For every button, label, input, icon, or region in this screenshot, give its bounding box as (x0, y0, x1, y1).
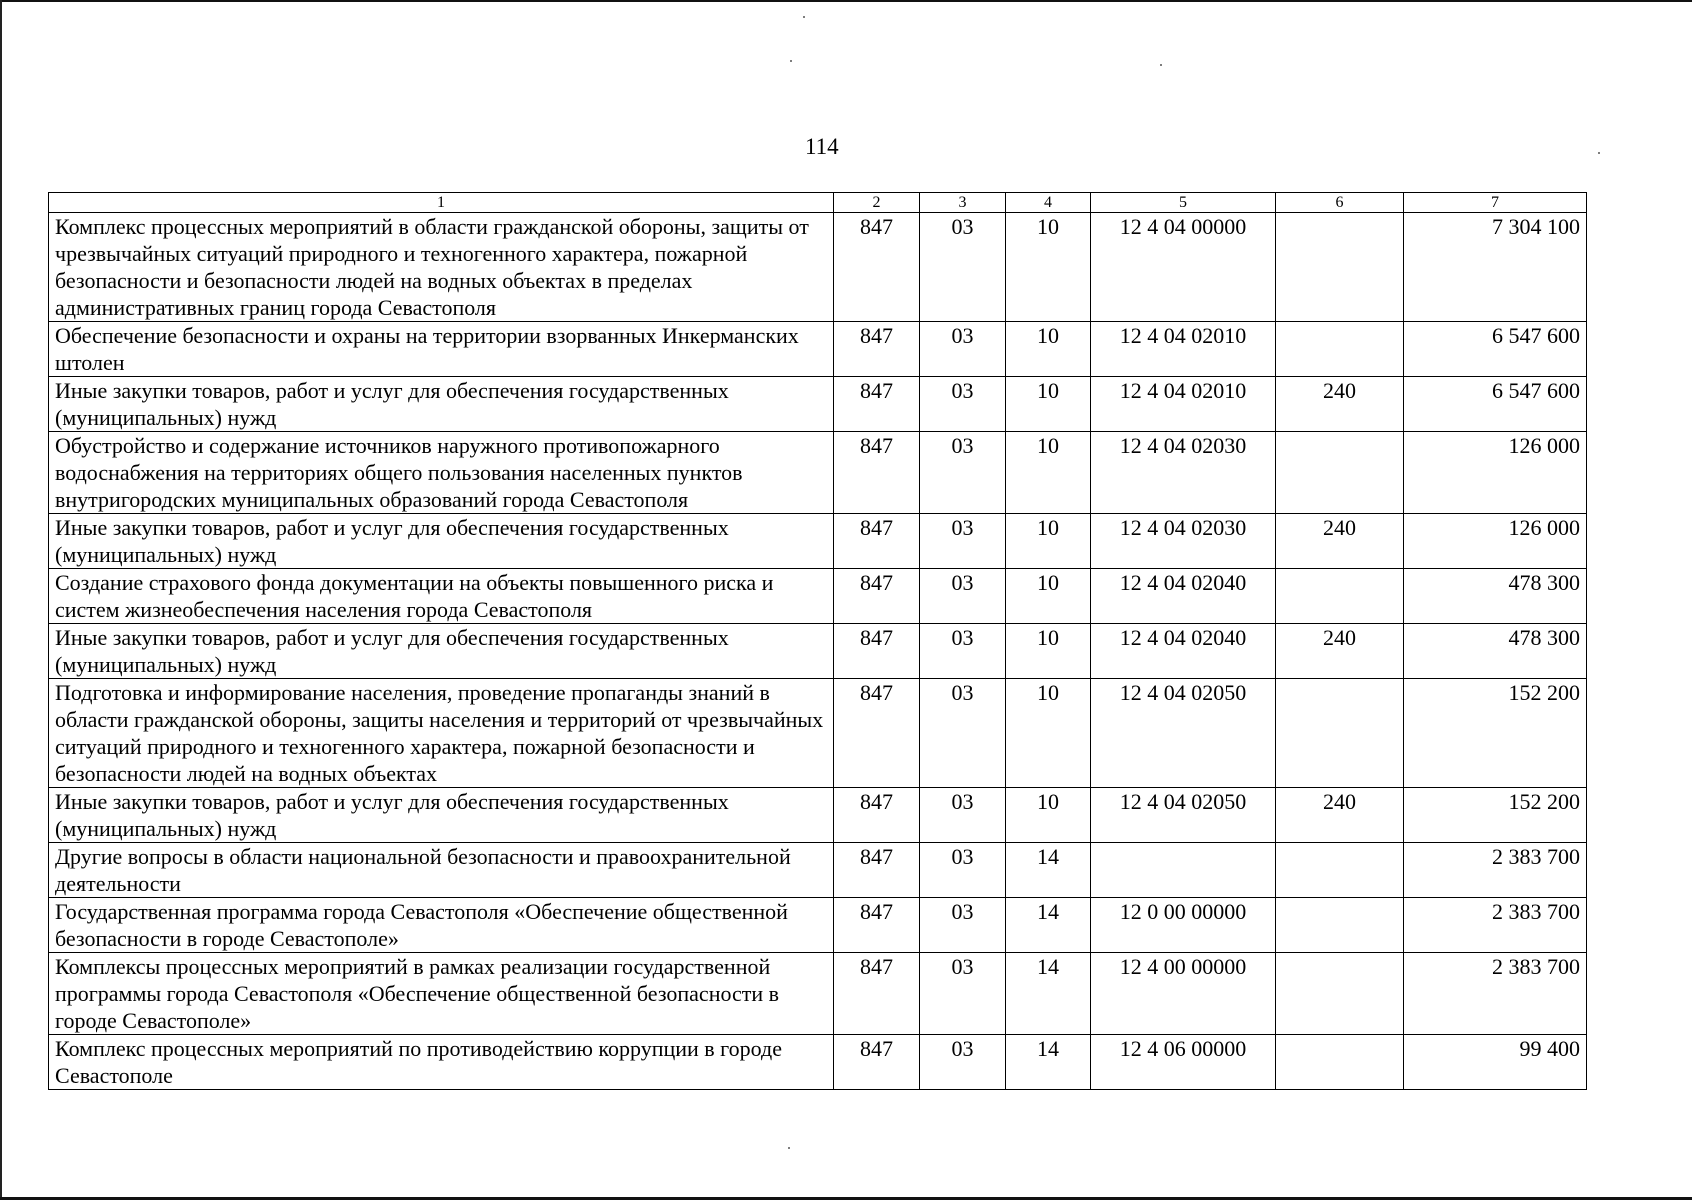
expense-type-code: 240 (1276, 624, 1404, 679)
expense-type-code (1276, 569, 1404, 624)
target-article-code: 12 4 04 02040 (1091, 569, 1276, 624)
item-name: Иные закупки товаров, работ и услуг для обеспечения государственных (муниципальных) нужд (49, 624, 834, 679)
amount: 126 000 (1404, 514, 1587, 569)
subsection-code: 10 (1006, 322, 1091, 377)
expense-type-code (1276, 322, 1404, 377)
scan-speck (788, 1147, 790, 1149)
item-name: Создание страхового фонда документации на объекты повышенного риска и систем жизнеобеспечения населения города Севастополя (49, 569, 834, 624)
target-article-code: 12 4 04 02030 (1091, 432, 1276, 514)
section-code: 03 (920, 514, 1006, 569)
table-row (49, 624, 1587, 679)
ministry-code: 847 (834, 624, 920, 679)
table-row (49, 569, 1587, 624)
column-header-2: 2 (834, 193, 920, 213)
expense-type-code: 240 (1276, 514, 1404, 569)
scan-edge-top (0, 0, 1692, 2)
target-article-code: 12 4 04 02050 (1091, 788, 1276, 843)
expense-type-code (1276, 898, 1404, 953)
budget-table (48, 192, 1587, 1090)
column-header-1: 1 (49, 193, 834, 213)
table-row (49, 1035, 1587, 1090)
item-name: Комплекс процессных мероприятий по противодействию коррупции в городе Севастополе (49, 1035, 834, 1090)
subsection-code: 14 (1006, 953, 1091, 1035)
subsection-code: 10 (1006, 514, 1091, 569)
subsection-code: 10 (1006, 432, 1091, 514)
amount: 6 547 600 (1404, 377, 1587, 432)
subsection-code: 10 (1006, 788, 1091, 843)
target-article-code: 12 4 04 00000 (1091, 213, 1276, 322)
expense-type-code (1276, 843, 1404, 898)
scan-speck (803, 16, 805, 18)
section-code: 03 (920, 432, 1006, 514)
item-name: Иные закупки товаров, работ и услуг для обеспечения государственных (муниципальных) нужд (49, 514, 834, 569)
scan-speck (1160, 64, 1162, 66)
ministry-code: 847 (834, 432, 920, 514)
table-row (49, 953, 1587, 1035)
expense-type-code (1276, 213, 1404, 322)
ministry-code: 847 (834, 679, 920, 788)
expense-type-code (1276, 679, 1404, 788)
item-name: Комплексы процессных мероприятий в рамках реализации государственной программы города Севастополя «Обеспечение общественной безопасности в городе Севастополе» (49, 953, 834, 1035)
section-code: 03 (920, 898, 1006, 953)
column-header-6: 6 (1276, 193, 1404, 213)
ministry-code: 847 (834, 569, 920, 624)
amount: 2 383 700 (1404, 843, 1587, 898)
section-code: 03 (920, 377, 1006, 432)
amount: 7 304 100 (1404, 213, 1587, 322)
section-code: 03 (920, 1035, 1006, 1090)
table-row (49, 788, 1587, 843)
table-body (49, 213, 1587, 1090)
section-code: 03 (920, 843, 1006, 898)
subsection-code: 10 (1006, 679, 1091, 788)
section-code: 03 (920, 679, 1006, 788)
target-article-code: 12 0 00 00000 (1091, 898, 1276, 953)
item-name: Обустройство и содержание источников наружного противопожарного водоснабжения на территориях общего пользования населенных пунктов внутригородских муниципальных образований города Севастополя (49, 432, 834, 514)
target-article-code: 12 4 00 00000 (1091, 953, 1276, 1035)
subsection-code: 14 (1006, 898, 1091, 953)
table-header (49, 193, 1587, 213)
subsection-code: 10 (1006, 377, 1091, 432)
subsection-code: 10 (1006, 569, 1091, 624)
item-name: Государственная программа города Севастополя «Обеспечение общественной безопасности в городе Севастополе» (49, 898, 834, 953)
amount: 6 547 600 (1404, 322, 1587, 377)
scan-speck (790, 60, 792, 62)
target-article-code: 12 4 04 02010 (1091, 377, 1276, 432)
table-row (49, 213, 1587, 322)
ministry-code: 847 (834, 953, 920, 1035)
target-article-code: 12 4 06 00000 (1091, 1035, 1276, 1090)
amount: 2 383 700 (1404, 898, 1587, 953)
section-code: 03 (920, 953, 1006, 1035)
item-name: Комплекс процессных мероприятий в области гражданской обороны, защиты от чрезвычайных ситуаций природного и техногенного характера, пожарной безопасности и безопасности людей на водных объектах в пределах административных границ города Севастополя (49, 213, 834, 322)
target-article-code: 12 4 04 02030 (1091, 514, 1276, 569)
scan-speck (1598, 152, 1600, 154)
ministry-code: 847 (834, 898, 920, 953)
table-row (49, 679, 1587, 788)
column-header-7: 7 (1404, 193, 1587, 213)
ministry-code: 847 (834, 843, 920, 898)
column-header-3: 3 (920, 193, 1006, 213)
section-code: 03 (920, 322, 1006, 377)
item-name: Другие вопросы в области национальной безопасности и правоохранительной деятельности (49, 843, 834, 898)
section-code: 03 (920, 624, 1006, 679)
ministry-code: 847 (834, 377, 920, 432)
expense-type-code: 240 (1276, 788, 1404, 843)
ministry-code: 847 (834, 213, 920, 322)
expense-type-code (1276, 1035, 1404, 1090)
subsection-code: 14 (1006, 1035, 1091, 1090)
table-row (49, 843, 1587, 898)
ministry-code: 847 (834, 322, 920, 377)
table-row (49, 898, 1587, 953)
column-header-4: 4 (1006, 193, 1091, 213)
table-row (49, 322, 1587, 377)
item-name: Обеспечение безопасности и охраны на территории взорванных Инкерманских штолен (49, 322, 834, 377)
table-row (49, 377, 1587, 432)
target-article-code: 12 4 04 02050 (1091, 679, 1276, 788)
subsection-code: 10 (1006, 213, 1091, 322)
amount: 2 383 700 (1404, 953, 1587, 1035)
ministry-code: 847 (834, 788, 920, 843)
item-name: Иные закупки товаров, работ и услуг для обеспечения государственных (муниципальных) нужд (49, 788, 834, 843)
item-name: Подготовка и информирование населения, проведение пропаганды знаний в области гражданской обороны, защиты населения и территорий от чрезвычайных ситуаций природного и техногенного характера, пожарной безопасности и безопасности людей на водных объектах (49, 679, 834, 788)
subsection-code: 10 (1006, 624, 1091, 679)
amount: 152 200 (1404, 788, 1587, 843)
expense-type-code: 240 (1276, 377, 1404, 432)
amount: 152 200 (1404, 679, 1587, 788)
target-article-code: 12 4 04 02040 (1091, 624, 1276, 679)
ministry-code: 847 (834, 1035, 920, 1090)
expense-type-code (1276, 432, 1404, 514)
section-code: 03 (920, 569, 1006, 624)
column-header-5: 5 (1091, 193, 1276, 213)
header-row (49, 193, 1587, 213)
scan-edge-left (0, 0, 2, 1200)
target-article-code: 12 4 04 02010 (1091, 322, 1276, 377)
page-number: 114 (805, 134, 839, 159)
ministry-code: 847 (834, 514, 920, 569)
amount: 99 400 (1404, 1035, 1587, 1090)
item-name: Иные закупки товаров, работ и услуг для обеспечения государственных (муниципальных) нужд (49, 377, 834, 432)
section-code: 03 (920, 788, 1006, 843)
target-article-code (1091, 843, 1276, 898)
table-row (49, 514, 1587, 569)
subsection-code: 14 (1006, 843, 1091, 898)
section-code: 03 (920, 213, 1006, 322)
amount: 478 300 (1404, 624, 1587, 679)
amount: 478 300 (1404, 569, 1587, 624)
amount: 126 000 (1404, 432, 1587, 514)
table-row (49, 432, 1587, 514)
expense-type-code (1276, 953, 1404, 1035)
